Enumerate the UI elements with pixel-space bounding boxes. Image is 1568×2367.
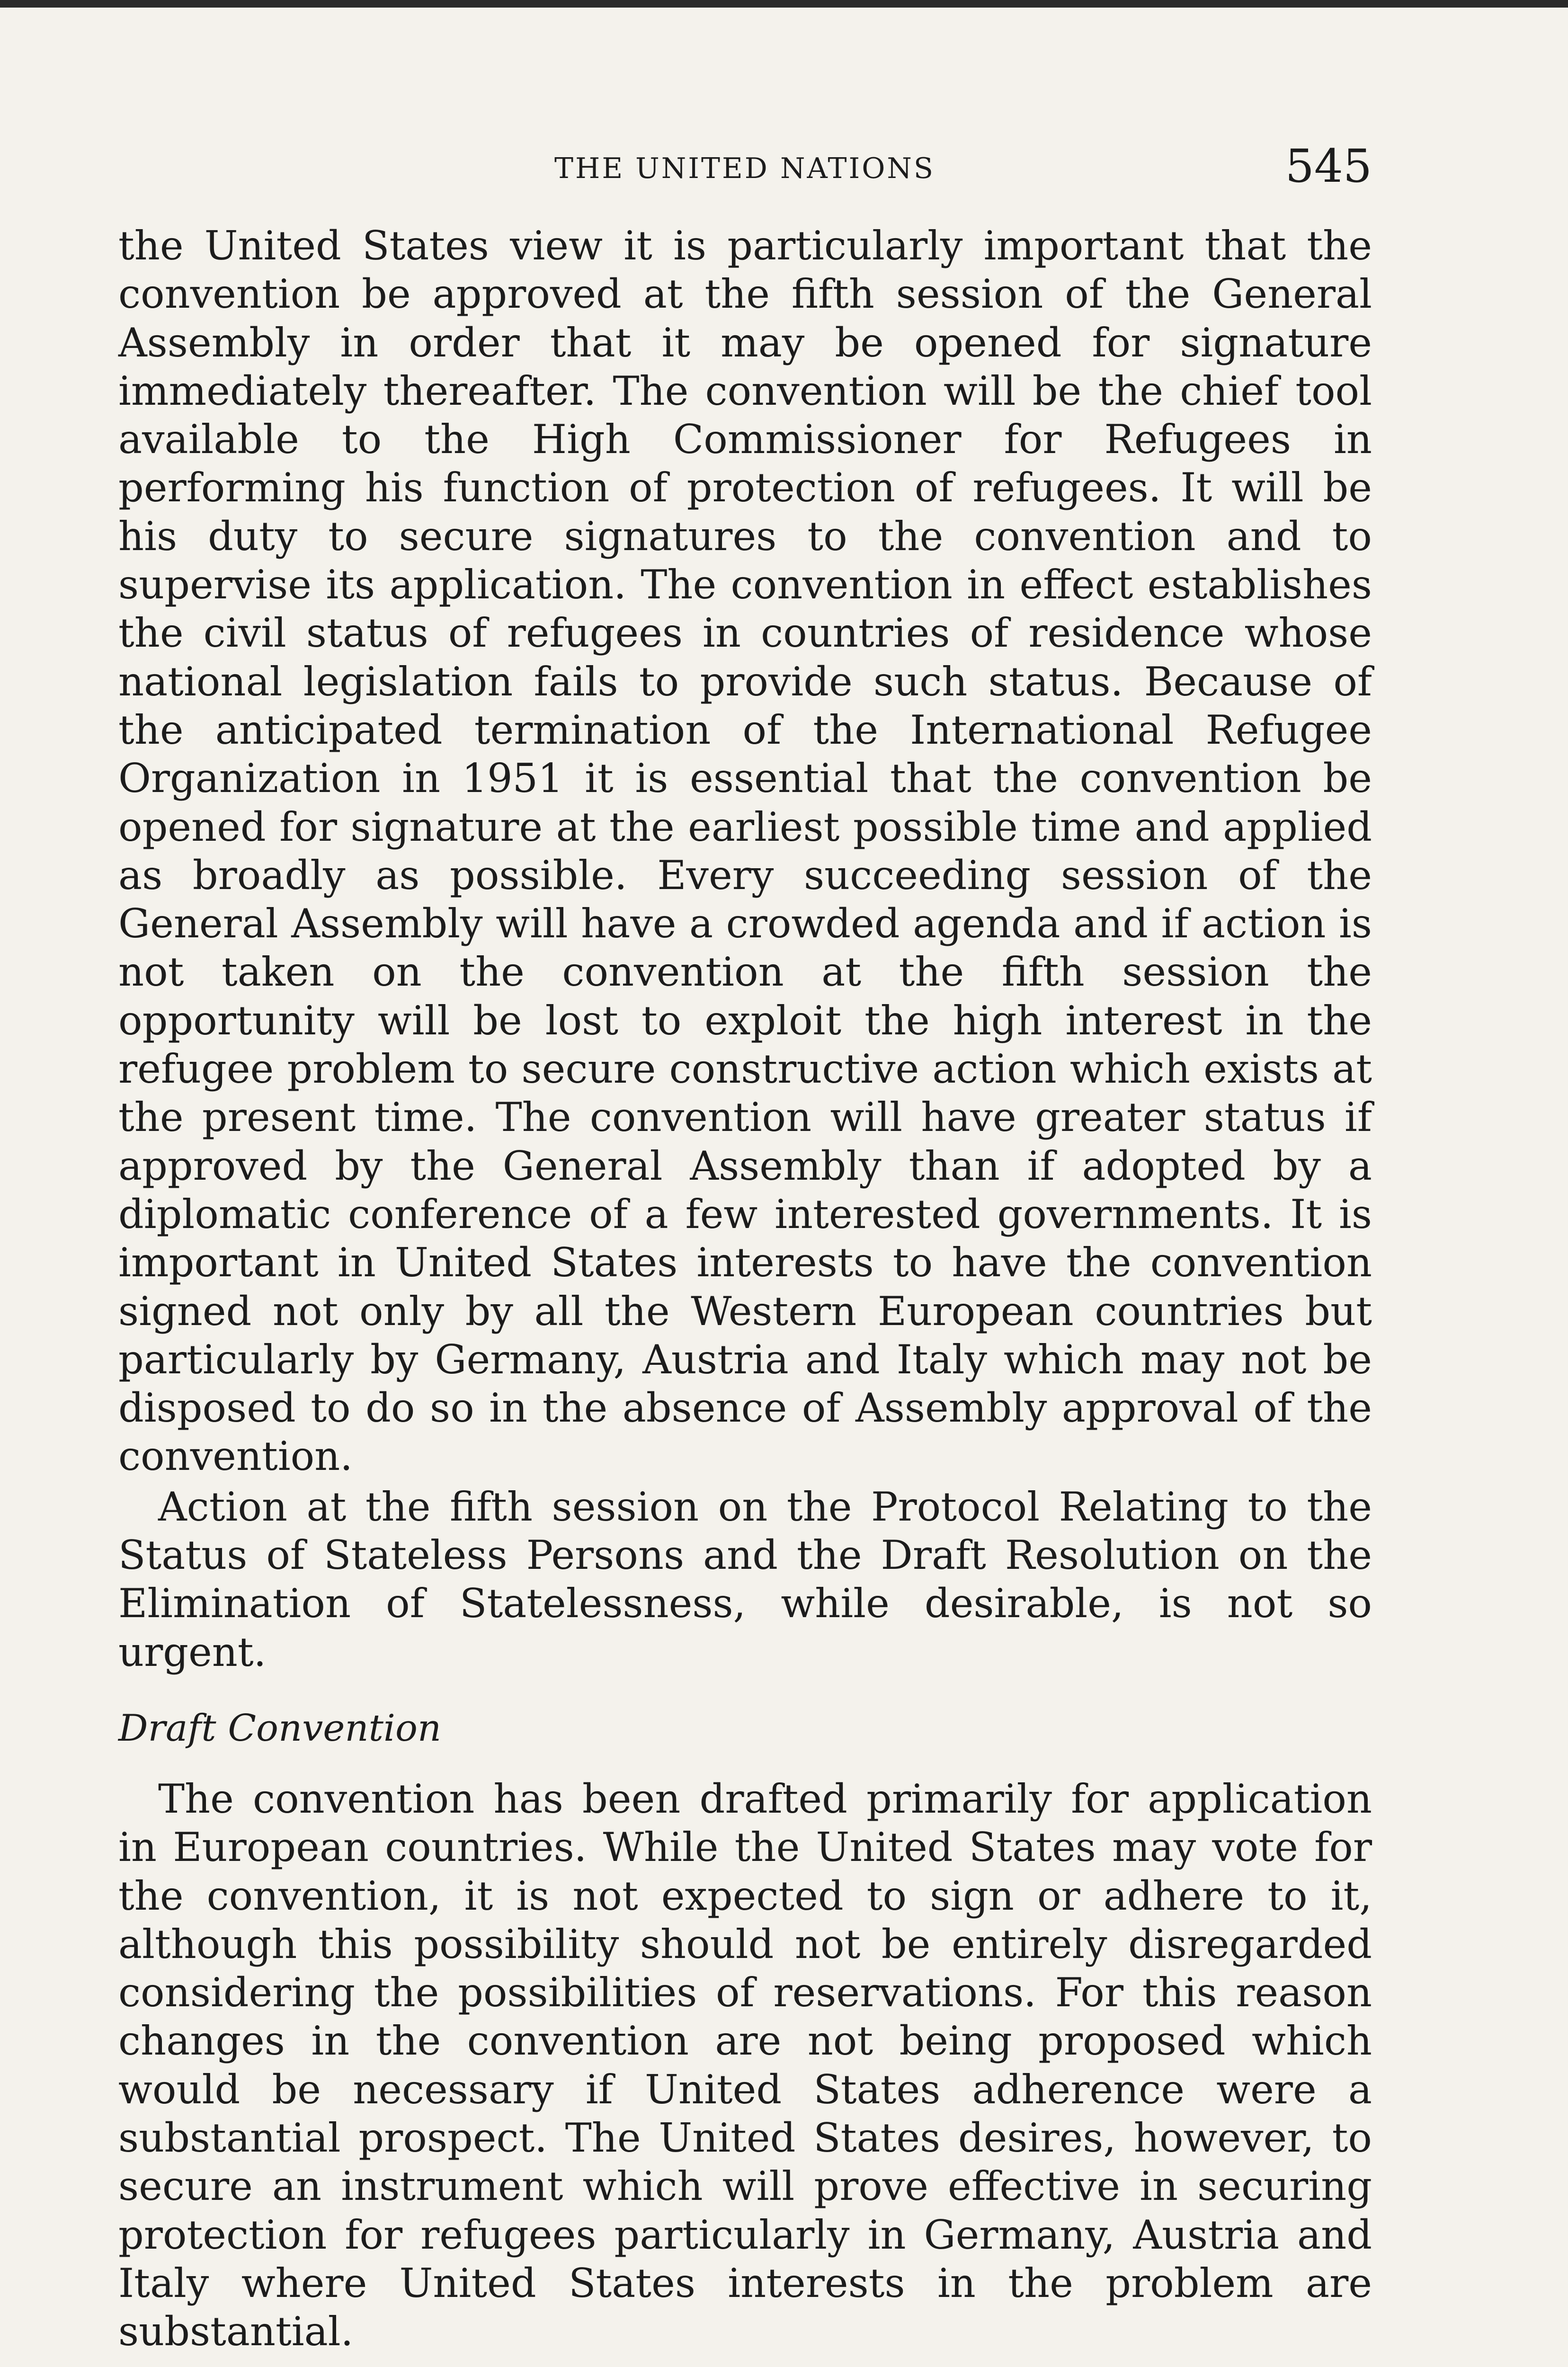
page-body — [118, 222, 1372, 2367]
body-paragraph: Action at the fifth session on the Protocol Relating to the Status of Stateless Persons and the Draft Resolution on the Elimination of Statelessness, while desirable, is not so urgent. — [118, 1483, 1372, 1675]
body-paragraph: the United States view it is particularly important that the convention be approved at the fifth session of the General Assembly in order that it may be opened for signature immediately thereafter. The convention will be the chief tool available to the High Commissioner for Refugees in performing his function of protection of refugees. It will be his duty to secure signatures to the convention and to supervise its application. The convention in effect establishes the civil status of refugees in countries of residence whose national legislation fails to provide such status. Because of the anticipated termination of the International Refugee Organization in 1951 it is essential that the convention be opened for signature at the earliest possible time and applied as broadly as possible. Every succeeding session of the General Assembly will have a crowded agenda and if action is not taken on the convention at the fifth session the opportunity will be lost to exploit the high interest in the refugee problem to secure constructive action which exists at the present time. The convention will have greater status if approved by the General Assembly than if adopted by a diplomatic conference of a few interested governments. It is important in United States interests to have the convention signed not only by all the Western European countries but particularly by Germany, Austria and Italy which may not be disposed to do so in the absence of Assembly approval of the convention. — [118, 222, 1372, 1480]
running-head: THE UNITED NATIONS — [554, 152, 935, 185]
body-paragraph: The convention has been drafted primarily for application in European countries. While the United States may vote for the convention, it is not expected to sign or adhere to it, although this possibility should not be entirely disregarded considering the possibilities of reservations. For this reason changes in the convention are not being proposed which would be necessary if United States adherence were a substantial prospect. The United States desires, however, to secure an instrument which will prove effective in securing protection for refugees particularly in Germany, Austria and Italy where United States interests in the problem are substantial. — [118, 1775, 1372, 2355]
page-number: 545 — [1285, 140, 1372, 193]
section-heading-draft-convention: Draft Convention — [118, 1707, 442, 1750]
page-header — [117, 140, 1372, 192]
page-top-edge — [0, 0, 1568, 8]
